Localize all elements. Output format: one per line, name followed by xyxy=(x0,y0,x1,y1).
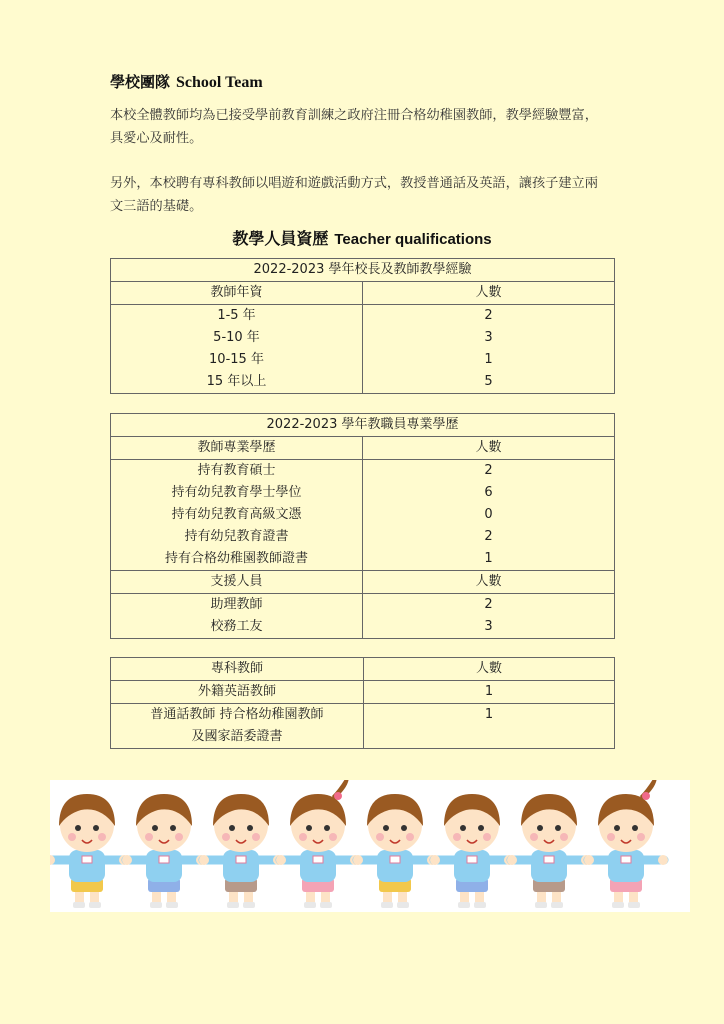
table-row-value: 6 xyxy=(484,485,493,500)
child-eye xyxy=(478,825,484,831)
table1-labels xyxy=(111,305,363,394)
child-eye xyxy=(632,825,638,831)
subtitle-zh: 教學人員資歷 xyxy=(232,229,329,248)
child-cheek xyxy=(68,833,76,841)
child-shirt xyxy=(454,850,490,882)
child-shirt xyxy=(608,850,644,882)
table-row-label: 5-10 年 xyxy=(213,330,260,345)
table-row-label: 持有幼兒教育高級文憑 xyxy=(171,507,302,522)
child-shoe xyxy=(458,902,470,908)
child-eye xyxy=(324,825,330,831)
child-hand xyxy=(658,855,668,865)
child-hair-bow xyxy=(334,792,342,800)
staff-qualification-table xyxy=(110,413,615,639)
table-row-value: 1 xyxy=(484,551,493,566)
child-shoe xyxy=(397,902,409,908)
table-row-label-line1: 普通話教師 持合格幼稚園教師 xyxy=(150,707,324,722)
child-shoe xyxy=(320,902,332,908)
table-row-label: 15 年以上 xyxy=(206,374,267,389)
child-eye xyxy=(401,825,407,831)
teaching-experience-table xyxy=(110,258,615,394)
child-hand xyxy=(430,855,440,865)
child-badge xyxy=(544,856,554,863)
child-cheek xyxy=(98,833,106,841)
child-badge xyxy=(621,856,631,863)
children-holding-hands-illustration xyxy=(50,780,690,912)
child-eye xyxy=(537,825,543,831)
child-cheek xyxy=(560,833,568,841)
children-illustration-svg xyxy=(50,780,690,912)
intro-paragraph-2: 另外，本校聘有專科教師以唱遊和遊戲活動方式，教授普通話及英語，讓孩子建立兩文三語的基礎。 xyxy=(110,176,598,214)
table-row-label: 1-5 年 xyxy=(217,308,256,323)
support-count-header: 人數 xyxy=(363,571,615,594)
child-shoe xyxy=(227,902,239,908)
child-shoe xyxy=(243,902,255,908)
child-shirt xyxy=(300,850,336,882)
child-shoe xyxy=(304,902,316,908)
child-eye xyxy=(75,825,81,831)
table-row-label-line2: 及國家語委證書 xyxy=(191,729,283,744)
child-cheek xyxy=(329,833,337,841)
child-shoe xyxy=(381,902,393,908)
child-badge xyxy=(313,856,323,863)
table-row-value: 0 xyxy=(484,507,493,522)
child-badge xyxy=(236,856,246,863)
table-row-label: 10-15 年 xyxy=(209,352,264,367)
table1-values xyxy=(363,305,615,394)
child-eye xyxy=(170,825,176,831)
table2-title: 2022-2023 學年教職員專業學歷 xyxy=(111,414,615,437)
table3-row2-label xyxy=(111,704,364,749)
child-cheek xyxy=(637,833,645,841)
table-row-value: 3 xyxy=(484,619,493,634)
child-eye xyxy=(247,825,253,831)
child-badge xyxy=(390,856,400,863)
child-cheek xyxy=(145,833,153,841)
support-values xyxy=(363,594,615,639)
table2-labels xyxy=(111,460,363,571)
child-hair-bow xyxy=(642,792,650,800)
table1-col2-header: 人數 xyxy=(363,282,615,305)
table-row-value: 1 xyxy=(484,352,493,367)
table-row-value: 5 xyxy=(484,374,493,389)
table-row-value: 1 xyxy=(484,707,494,722)
intro-paragraph-1: 本校全體教師均為已接受學前教育訓練之政府注冊合格幼稚園教師，教學經驗豐富，具愛心及耐性。 xyxy=(110,108,598,146)
child-cheek xyxy=(376,833,384,841)
table2-col1-header: 教師專業學歷 xyxy=(111,437,363,460)
table-row-value: 3 xyxy=(484,330,493,345)
child-shirt xyxy=(69,850,105,882)
child-shoe xyxy=(551,902,563,908)
table-row-label: 助理教師 xyxy=(210,597,263,612)
table-row-value: 1 xyxy=(364,681,615,704)
child-badge xyxy=(82,856,92,863)
support-staff-header: 支援人員 xyxy=(111,571,363,594)
child-cheek xyxy=(530,833,538,841)
child-shirt xyxy=(377,850,413,882)
child-cheek xyxy=(453,833,461,841)
table-row-label: 外籍英語教師 xyxy=(111,681,364,704)
child-badge xyxy=(467,856,477,863)
child-cheek xyxy=(222,833,230,841)
table1-col1-header: 教師年資 xyxy=(111,282,363,305)
table-row-label: 持有教育碩士 xyxy=(197,463,276,478)
child-shirt xyxy=(223,850,259,882)
table-row-value: 2 xyxy=(484,597,493,612)
child-cheek xyxy=(175,833,183,841)
child-eye xyxy=(383,825,389,831)
child-hand xyxy=(276,855,286,865)
child-shoe xyxy=(474,902,486,908)
child-shirt xyxy=(531,850,567,882)
child-shoe xyxy=(89,902,101,908)
child-eye xyxy=(93,825,99,831)
child-eye xyxy=(555,825,561,831)
child-hand xyxy=(584,855,594,865)
table2-values xyxy=(363,460,615,571)
table-row-label: 持有幼兒教育學士學位 xyxy=(171,485,302,500)
child-shoe xyxy=(150,902,162,908)
table-row-label: 校務工友 xyxy=(210,619,263,634)
child-hand xyxy=(199,855,209,865)
child-cheek xyxy=(252,833,260,841)
subtitle-en: Teacher qualifications xyxy=(334,231,492,248)
support-labels xyxy=(111,594,363,639)
table-row-value: 2 xyxy=(484,308,493,323)
table-row-label: 持有幼兒教育證書 xyxy=(184,529,289,544)
heading-zh: 學校團隊 xyxy=(110,73,171,91)
table3-row2-value xyxy=(364,704,615,749)
child-eye xyxy=(306,825,312,831)
child-shirt xyxy=(146,850,182,882)
child-cheek xyxy=(406,833,414,841)
child-hand xyxy=(353,855,363,865)
table-row-label: 持有合格幼稚園教師證書 xyxy=(164,551,308,566)
child-hand xyxy=(122,855,132,865)
child-eye xyxy=(460,825,466,831)
child-eye xyxy=(229,825,235,831)
child-hand xyxy=(507,855,517,865)
table1-title: 2022-2023 學年校長及教師教學經驗 xyxy=(111,259,615,282)
child-shoe xyxy=(166,902,178,908)
heading-en: School Team xyxy=(176,74,263,91)
table3-col1-header: 專科教師 xyxy=(111,658,364,681)
specialist-teacher-table xyxy=(110,657,615,749)
child-shoe xyxy=(73,902,85,908)
child-shoe xyxy=(628,902,640,908)
table-row-value: 2 xyxy=(484,463,493,478)
child-cheek xyxy=(483,833,491,841)
child-badge xyxy=(159,856,169,863)
child-cheek xyxy=(607,833,615,841)
table3-col2-header: 人數 xyxy=(364,658,615,681)
teacher-qualifications-title xyxy=(0,226,724,249)
table2-col2-header: 人數 xyxy=(363,437,615,460)
child-cheek xyxy=(299,833,307,841)
child-eye xyxy=(152,825,158,831)
child-eye xyxy=(614,825,620,831)
school-team-heading xyxy=(110,71,263,92)
child-shoe xyxy=(612,902,624,908)
child-shoe xyxy=(535,902,547,908)
table-row-value: 2 xyxy=(484,529,493,544)
